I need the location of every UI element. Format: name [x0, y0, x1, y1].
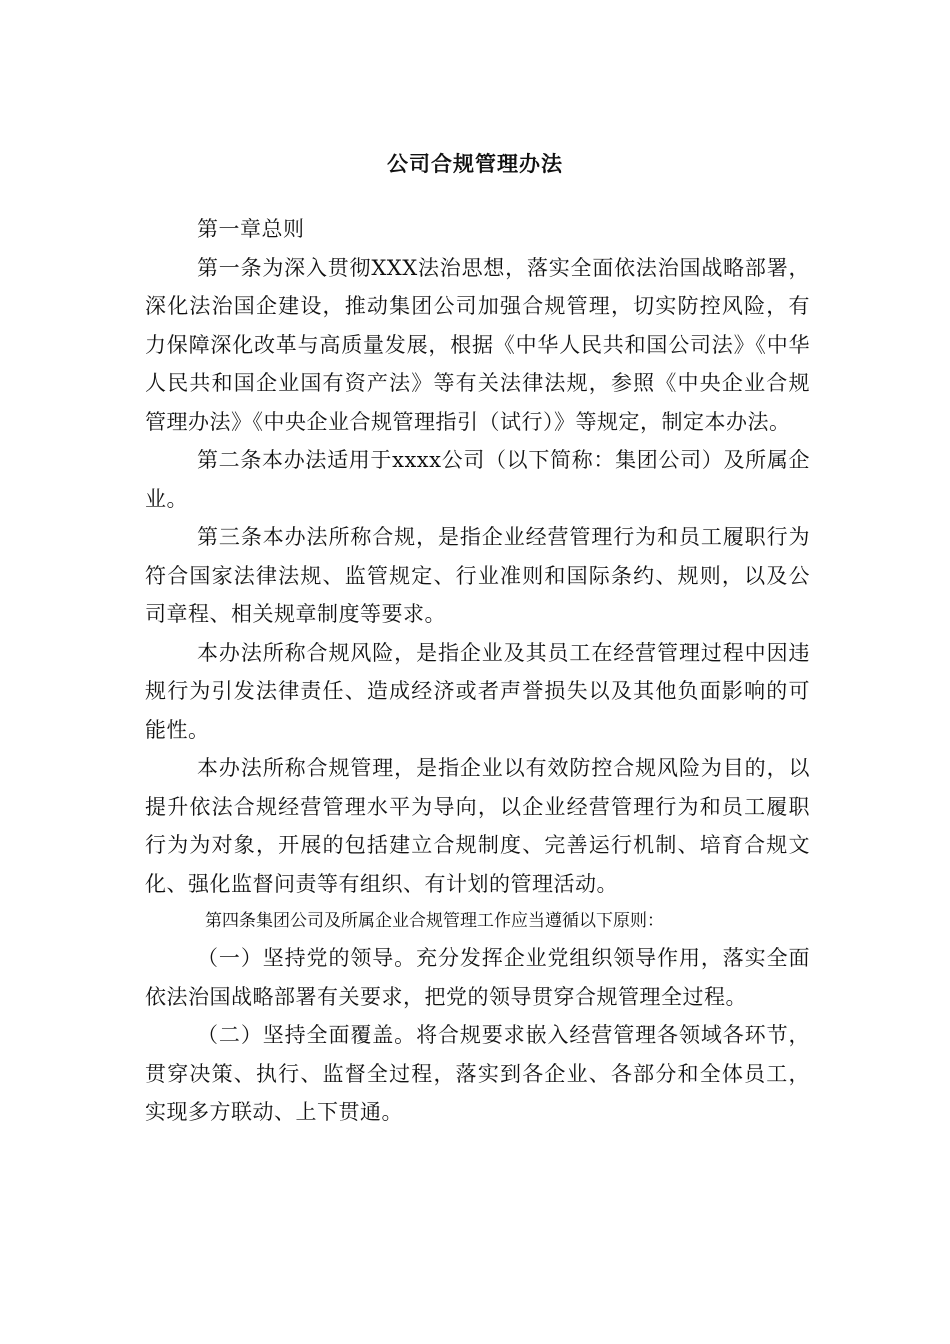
article-2: 第二条本办法适用于xxxx公司（以下简称：集团公司）及所属企业。 — [145, 448, 810, 511]
principle-2: （二）坚持全面覆盖。将合规要求嵌入经营管理各领域各环节，贯穿决策、执行、监督全过程，落实到各企业、各部分和全体员工，实现多方联动、上下贯通。 — [145, 1023, 810, 1124]
principle-1: （一）坚持党的领导。充分发挥企业党组织领导作用，落实全面依法治国战略部署有关要求，把党的领导贯穿合规管理全过程。 — [145, 946, 810, 1009]
document-title: 公司合规管理办法 — [387, 152, 563, 176]
article-4: 第四条集团公司及所属企业合规管理工作应当遵循以下原则： — [205, 911, 664, 931]
article-3: 第三条本办法所称合规，是指企业经营管理行为和员工履职行为符合国家法律法规、监管规定、行业准则和国际条约、规则，以及公司章程、相关规章制度等要求。 — [145, 525, 810, 626]
document-body — [145, 210, 810, 1132]
article-3-risk-definition: 本办法所称合规风险，是指企业及其员工在经营管理过程中因违规行为引发法律责任、造成经济或者声誉损失以及其他负面影响的可能性。 — [145, 640, 810, 742]
article-3-management-definition: 本办法所称合规管理，是指企业以有效防控合规风险为目的，以提升依法合规经营管理水平为导向，以企业经营管理行为和员工履职行为为对象，开展的包括建立合规制度、完善运行机制、培育合规文化、强化监督问责等有组织、有计划的管理活动。 — [145, 756, 810, 896]
chapter-heading: 第一章总则 — [197, 217, 305, 241]
article-1: 第一条为深入贯彻XXX法治思想，落实全面依法治国战略部署，深化法治国企建设，推动集团公司加强合规管理，切实防控风险，有力保障深化改革与高质量发展，根据《中华人民共和国公司法》《中华人民共和国企业国有资产法》等有关法律法规，参照《中央企业合规管理办法》《中央企业合规管理指引（试行）》等规定，制定本办法。 — [145, 255, 810, 434]
